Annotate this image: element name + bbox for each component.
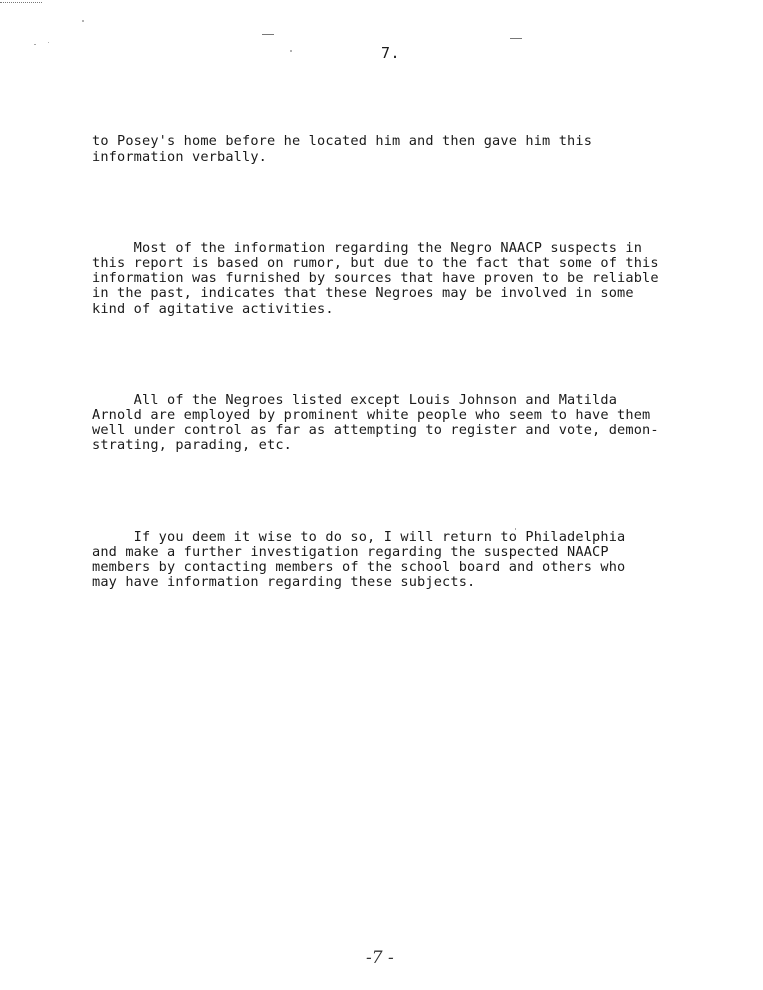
text-line: Arnold are employed by prominent white people who seem to have them bbox=[92, 407, 651, 424]
text-line: strating, parading, etc. bbox=[92, 437, 293, 454]
text-line: members by contacting members of the school board and others who bbox=[92, 559, 626, 576]
letter-body bbox=[92, 104, 712, 636]
scan-speck bbox=[48, 42, 49, 43]
scan-speck bbox=[34, 44, 36, 45]
text-line: information verbally. bbox=[92, 148, 268, 165]
scan-speck bbox=[82, 20, 84, 22]
page-number-bottom: -7 - bbox=[366, 948, 394, 968]
scan-mark bbox=[262, 34, 274, 35]
text-line: All of the Negroes listed except Louis Johnson and Matilda bbox=[92, 391, 618, 408]
page-number-top: 7. bbox=[381, 44, 401, 62]
text-line: well under control as far as attempting to register and vote, demon- bbox=[92, 422, 659, 439]
scan-speck bbox=[290, 50, 292, 52]
text-line: If you deem it wise to do so, I will return to Philadelphia bbox=[92, 528, 626, 545]
text-line: to Posey's home before he located him and then gave him this bbox=[92, 133, 593, 150]
paragraph bbox=[92, 499, 712, 621]
paragraph bbox=[92, 362, 712, 484]
paragraph bbox=[92, 104, 712, 195]
text-line: may have information regarding these subjects. bbox=[92, 574, 476, 591]
text-line: Most of the information regarding the Negro NAACP suspects in bbox=[92, 239, 643, 256]
text-line: information was furnished by sources that have proven to be reliable bbox=[92, 270, 659, 287]
text-line: in the past, indicates that these Negroes may be involved in some bbox=[92, 285, 634, 302]
text-line: kind of agitative activities. bbox=[92, 300, 334, 317]
scan-artifact-corner bbox=[0, 2, 42, 3]
text-line: this report is based on rumor, but due to the fact that some of this bbox=[92, 255, 659, 272]
paragraph bbox=[92, 210, 712, 347]
text-line: and make a further investigation regarding the suspected NAACP bbox=[92, 543, 609, 560]
scan-mark bbox=[510, 38, 522, 39]
